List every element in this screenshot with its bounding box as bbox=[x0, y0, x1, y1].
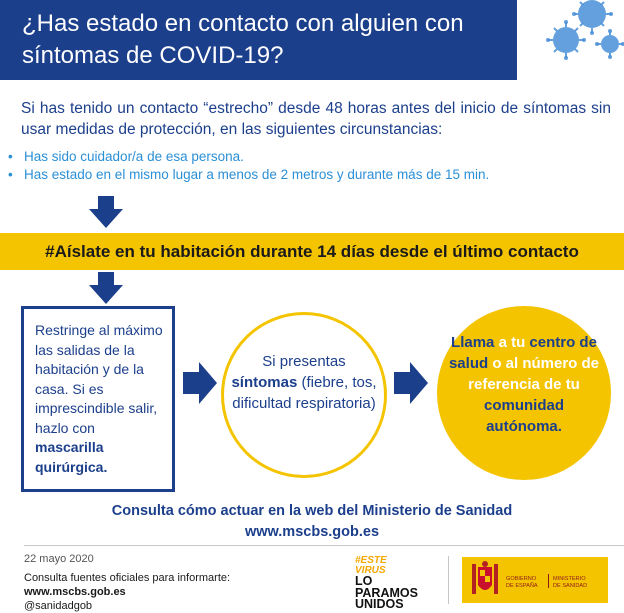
virus-icon bbox=[540, 0, 624, 80]
campaign-line: #ESTE bbox=[355, 555, 387, 566]
intro-text: Si has tenido un contacto “estrecho” desde 48 horas antes del inicio de síntomas sin usar medidas de protección, en las siguientes circunstancias: bbox=[21, 100, 611, 138]
call-part1: Llama bbox=[451, 334, 495, 351]
page-title bbox=[22, 8, 512, 72]
call-text bbox=[447, 332, 601, 437]
official-sources bbox=[24, 571, 230, 613]
symptoms-line1: Si presentas bbox=[262, 353, 346, 370]
ministry-reference bbox=[0, 501, 624, 543]
arrow-down-icon bbox=[89, 196, 123, 228]
sources-label: Consulta fuentes oficiales para informarte: bbox=[24, 572, 231, 584]
ministerio-label bbox=[553, 576, 587, 589]
min-line: DE SANIDAD bbox=[553, 582, 588, 589]
spain-shield-icon bbox=[470, 561, 500, 599]
call-health-center-circle bbox=[437, 306, 611, 480]
symptoms-text bbox=[224, 351, 384, 414]
twitter-handle: @sanidadgob bbox=[24, 600, 93, 612]
logo-separator bbox=[448, 556, 449, 604]
call-part5: comunidad autónoma. bbox=[483, 397, 564, 435]
banner-text: #Aíslate en tu habitación durante 14 días desde el último contacto bbox=[45, 242, 579, 261]
min-line: MINISTERIO bbox=[553, 576, 586, 582]
title-line-2: síntomas de COVID-19? bbox=[22, 42, 284, 69]
arrow-right-icon bbox=[183, 362, 217, 404]
call-part4: o al número de referencia de tu bbox=[468, 355, 600, 393]
gob-separator bbox=[548, 574, 549, 588]
gob-line: GOBIERNO bbox=[506, 576, 537, 582]
list-item bbox=[8, 166, 608, 184]
bullet-icon: • bbox=[8, 149, 13, 164]
call-part3: centro de salud bbox=[448, 334, 597, 372]
symptoms-bold: síntomas bbox=[231, 374, 298, 391]
isolation-banner bbox=[0, 233, 624, 270]
gob-line: DE ESPAÑA bbox=[506, 582, 538, 589]
bullet-text: Has sido cuidador/a de esa persona. bbox=[24, 149, 244, 164]
symptoms-rest: (fiebre, tos, dificultad respiratoria) bbox=[232, 374, 377, 412]
title-banner bbox=[0, 0, 517, 80]
call-part2: a tu bbox=[494, 334, 530, 351]
bullet-icon: • bbox=[8, 167, 13, 182]
restrict-outings-box bbox=[21, 306, 175, 492]
campaign-line: VIRUS bbox=[355, 565, 386, 576]
campaign-line: PARAMOS bbox=[355, 585, 418, 600]
restrict-text: Restringe al máximo las salidas de la habitación y de la casa. Si es imprescindible salir, hazlo con bbox=[35, 322, 163, 436]
sources-url: www.mscbs.gob.es bbox=[24, 586, 126, 598]
campaign-line: LO bbox=[355, 574, 373, 588]
campaign-logo bbox=[355, 555, 435, 611]
footer-divider bbox=[24, 545, 624, 546]
mask-text: mascarilla quirúrgica. bbox=[35, 439, 108, 475]
ministry-url: www.mscbs.gob.es bbox=[244, 524, 380, 540]
circumstance-list bbox=[8, 148, 608, 184]
symptoms-circle bbox=[221, 312, 387, 478]
publication-date: 22 mayo 2020 bbox=[24, 553, 94, 565]
ministry-reference-text: Consulta cómo actuar en la web del Ministerio de Sanidad bbox=[111, 503, 513, 519]
bullet-text: Has estado en el mismo lugar a menos de 2 metros y durante más de 15 min. bbox=[24, 167, 490, 182]
title-line-1: ¿Has estado en contacto con alguien con bbox=[22, 10, 464, 37]
arrow-down-icon bbox=[89, 272, 123, 304]
restrict-outings-text bbox=[35, 321, 175, 477]
list-item bbox=[8, 148, 608, 166]
arrow-right-icon bbox=[394, 362, 428, 404]
gobierno-label bbox=[506, 576, 538, 589]
campaign-line: UNIDOS bbox=[355, 597, 404, 611]
